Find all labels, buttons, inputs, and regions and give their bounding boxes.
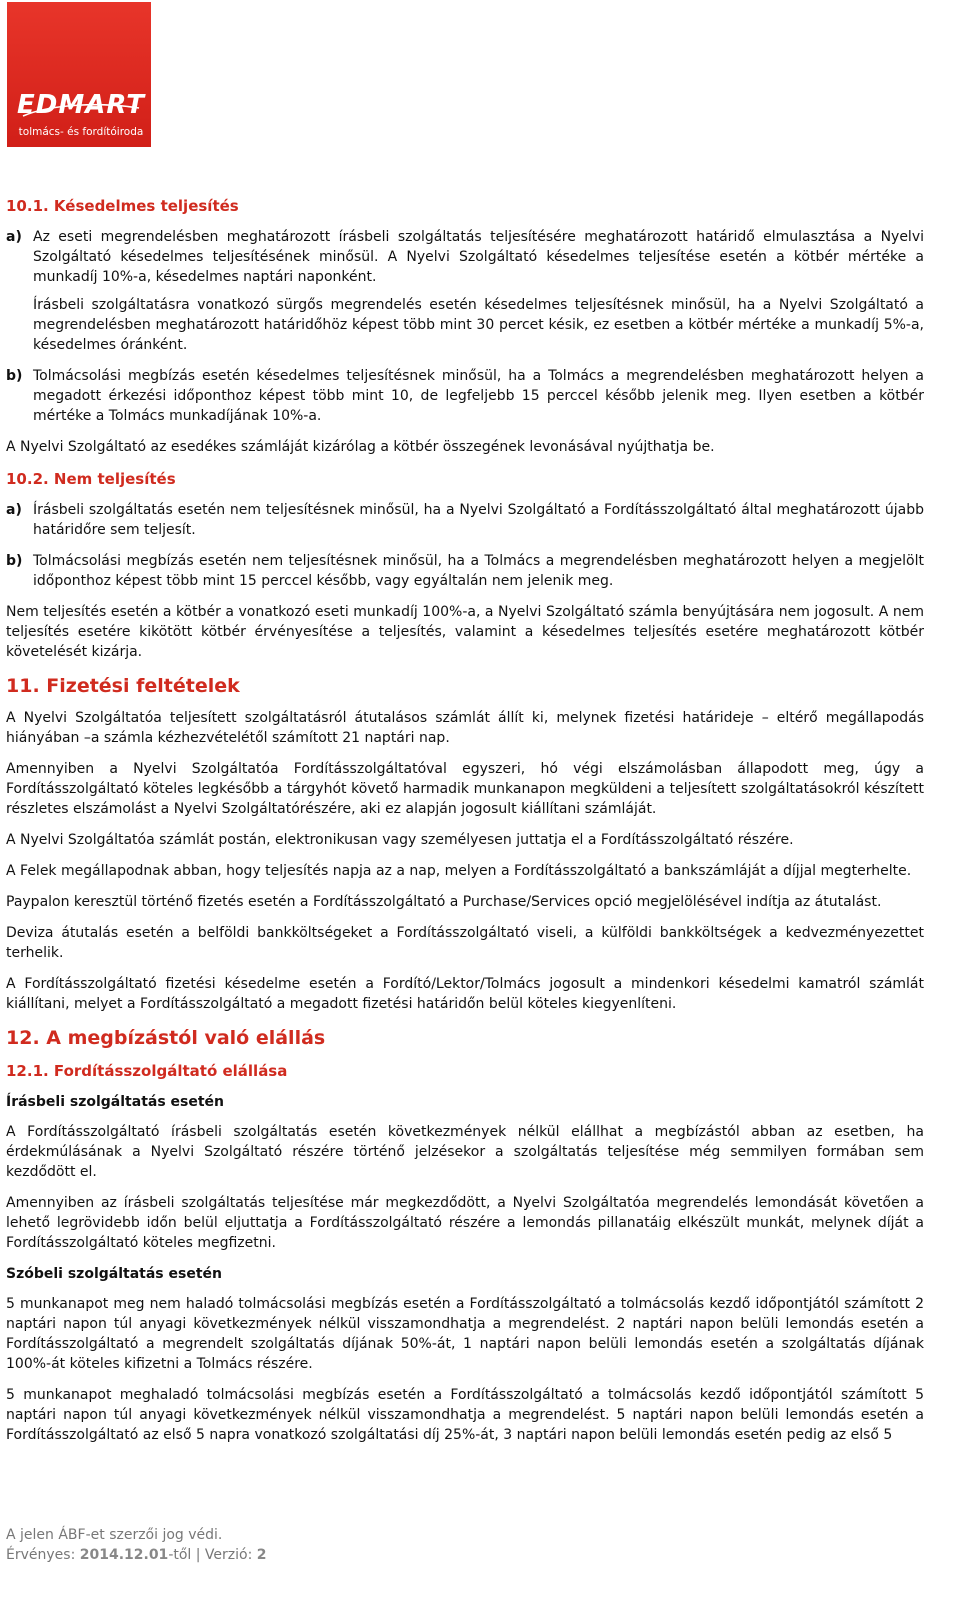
item-label: b): [6, 553, 23, 569]
section-11-heading: 11. Fizetési feltételek: [6, 675, 240, 697]
paragraph: A Nyelvi Szolgáltató az esedékes számláját kizárólag a kötbér összegének levonásával nyújthatja be.: [6, 439, 715, 455]
copyright-notice: A jelen ÁBF-et szerzői jog védi.: [6, 1527, 223, 1543]
paragraph: Deviza átutalás esetén a belföldi bankköltségeket a Fordításszolgáltató viseli, a külföldi bankköltségek a kedvezményezettet terhelik.: [6, 925, 924, 961]
paragraph: 5 munkanapot meghaladó tolmácsolási megbízás esetén a Fordításszolgáltató a tolmácsolás kezdő időpontjától számított 5 naptári napon túl anyagi következmények nélkül visszamondhatja a megrendelést. 5 naptári napon belüli lemondás esetén a Fordításszolgáltató az első 5 napra vonatkozó szolgáltatási díj 25%-át, 3 naptári napon belüli lemondás esetén pedig az első 5: [6, 1387, 924, 1443]
paragraph: Amennyiben az írásbeli szolgáltatás teljesítése már megkezdődött, a Nyelvi Szolgáltatóa megrendelés lemondását követően a lehető legrövidebb időn belül eljuttatja a Fordításszolgáltató részére a lemondás pillanatáig elkészült munkát, melynek díját a Fordításszolgáltató köteles megfizetni.: [6, 1195, 924, 1251]
valid-date: 2014.12.01: [79, 1547, 169, 1563]
company-logo: [7, 2, 151, 147]
section-10-2-heading: 10.2. Nem teljesítés: [6, 470, 176, 488]
paragraph: Nem teljesítés esetén a kötbér a vonatkozó eseti munkadíj 100%-a, a Nyelvi Szolgáltató számla benyújtására nem jogosult. A nem teljesítés esetére kikötött kötbér érvényesítése a teljesítés, valamint a késedelmes teljesítés esetére meghatározott kötbér követelését kizárja.: [6, 604, 924, 660]
logo-tagline: tolmács- és fordítóiroda: [18, 126, 144, 138]
paragraph: 5 munkanapot meg nem haladó tolmácsolási megbízás esetén a Fordításszolgáltató a tolmácsolás kezdő időpontjától számított 2 naptári napon túl anyagi következmények nélkül visszamondhatja a megrendelést. 2 naptári napon belüli lemondás esetén a Fordításszolgáltató a megrendelt szolgáltatás díjának 50%-át, 1 naptári napon belüli lemondás esetén a szolgáltatás díjának 100%-át köteles kifizetni a Tolmács részére.: [6, 1296, 924, 1372]
valid-suffix: -től | Verzió:: [168, 1547, 257, 1563]
item-text: Tolmácsolási megbízás esetén késedelmes teljesítésnek minősül, ha a Tolmács a megrendelésben meghatározott helyen a megadott érkezési időponthoz képest több mint 10, de legfeljebb 15 perccel később jelenik meg. Ilyen esetben a kötbér mértéke a Tolmács munkadíjának 10%-a.: [33, 368, 924, 424]
item-paragraph: Az eseti megrendelésben meghatározott írásbeli szolgáltatás teljesítésére meghatározott határidő elmulasztása a Nyelvi Szolgáltató késedelmes teljesítésének minősül. A Nyelvi Szolgáltató késedelmes teljesítése esetén a kötbér mértéke a munkadíj 10%-a, késedelmes naptári naponként.: [33, 229, 924, 285]
version-number: 2: [256, 1547, 267, 1563]
section-12-1-heading: 12.1. Fordításszolgáltató elállása: [6, 1062, 288, 1080]
item-label: b): [6, 368, 23, 384]
list-item: [6, 227, 924, 355]
item-label: a): [6, 502, 22, 518]
paragraph: A Fordításszolgáltató fizetési késedelme esetén a Fordító/Lektor/Tolmács jogosult a mindenkori késedelmi kamatról számlát kiállítani, melyet a Fordításszolgáltató a megadott fizetési határidőn belül köteles kiegyenlíteni.: [6, 976, 924, 1012]
page-footer: [6, 1525, 267, 1565]
logo-brand: EDMART: [17, 90, 145, 120]
item-text: [33, 227, 924, 355]
item-text: Írásbeli szolgáltatás esetén nem teljesítésnek minősül, ha a Nyelvi Szolgáltató a Fordításszolgáltató által meghatározott újabb határidőre sem teljesít.: [33, 502, 924, 538]
list-item: [6, 366, 924, 426]
item-paragraph: Írásbeli szolgáltatásra vonatkozó sürgős megrendelés esetén késedelmes teljesítésnek minősül, ha a Nyelvi Szolgáltató a megrendelésben meghatározott határidőhöz képest több mint 30 percet késik, ez esetben a kötbér mértéke a munkadíj 5%-a, késedelmes óránként.: [33, 297, 924, 353]
item-text: Tolmácsolási megbízás esetén nem teljesítésnek minősül, ha a Tolmács a megrendelésben meghatározott helyen a megjelölt időponthoz képest több mint 15 perccel később, vagy egyáltalán nem jelenik meg.: [33, 553, 924, 589]
valid-prefix: Érvényes:: [6, 1547, 80, 1563]
subheading-oral: Szóbeli szolgáltatás esetén: [6, 1266, 222, 1282]
list-item: [6, 551, 924, 591]
paragraph: A Nyelvi Szolgáltatóa számlát postán, elektronikusan vagy személyesen juttatja el a Fordításszolgáltató részére.: [6, 832, 794, 848]
section-12-heading: 12. A megbízástól való elállás: [6, 1027, 326, 1049]
paragraph: A Nyelvi Szolgáltatóa teljesített szolgáltatásról átutalásos számlát állít ki, melynek fizetési határideje – eltérő megállapodás hiányában –a számla kézhezvételétől számított 21 naptári nap.: [6, 710, 924, 746]
section-10-1-heading: 10.1. Késedelmes teljesítés: [6, 197, 239, 215]
paragraph: A Fordításszolgáltató írásbeli szolgáltatás esetén következmények nélkül elállhat a megbízástól abban az esetben, ha érdekmúlásának a Nyelvi Szolgáltató részére történő jelzésekor a szolgáltatás teljesítése még semmilyen formában sem kezdődött el.: [6, 1124, 924, 1180]
document-body: [6, 195, 924, 1456]
list-item: [6, 500, 924, 540]
paragraph: Paypalon keresztül történő fizetés esetén a Fordításszolgáltató a Purchase/Services opció megjelölésével indítja az átutalást.: [6, 894, 882, 910]
item-label: a): [6, 229, 22, 245]
version-line: [6, 1545, 267, 1565]
subheading-written: Írásbeli szolgáltatás esetén: [6, 1094, 225, 1110]
paragraph: A Felek megállapodnak abban, hogy teljesítés napja az a nap, melyen a Fordításszolgáltató a bankszámláját a díjjal megterhelte.: [6, 863, 912, 879]
paragraph: Amennyiben a Nyelvi Szolgáltatóa Fordításszolgáltatóval egyszeri, hó végi elszámolásban állapodott meg, úgy a Fordításszolgáltató köteles legkésőbb a tárgyhót követő harmadik munkanapon megküldeni a teljesített szolgáltatásokról készített részletes elszámolást a Nyelvi Szolgáltatórészére, aki ez alapján jogosult kiállítani számláját.: [6, 761, 924, 817]
